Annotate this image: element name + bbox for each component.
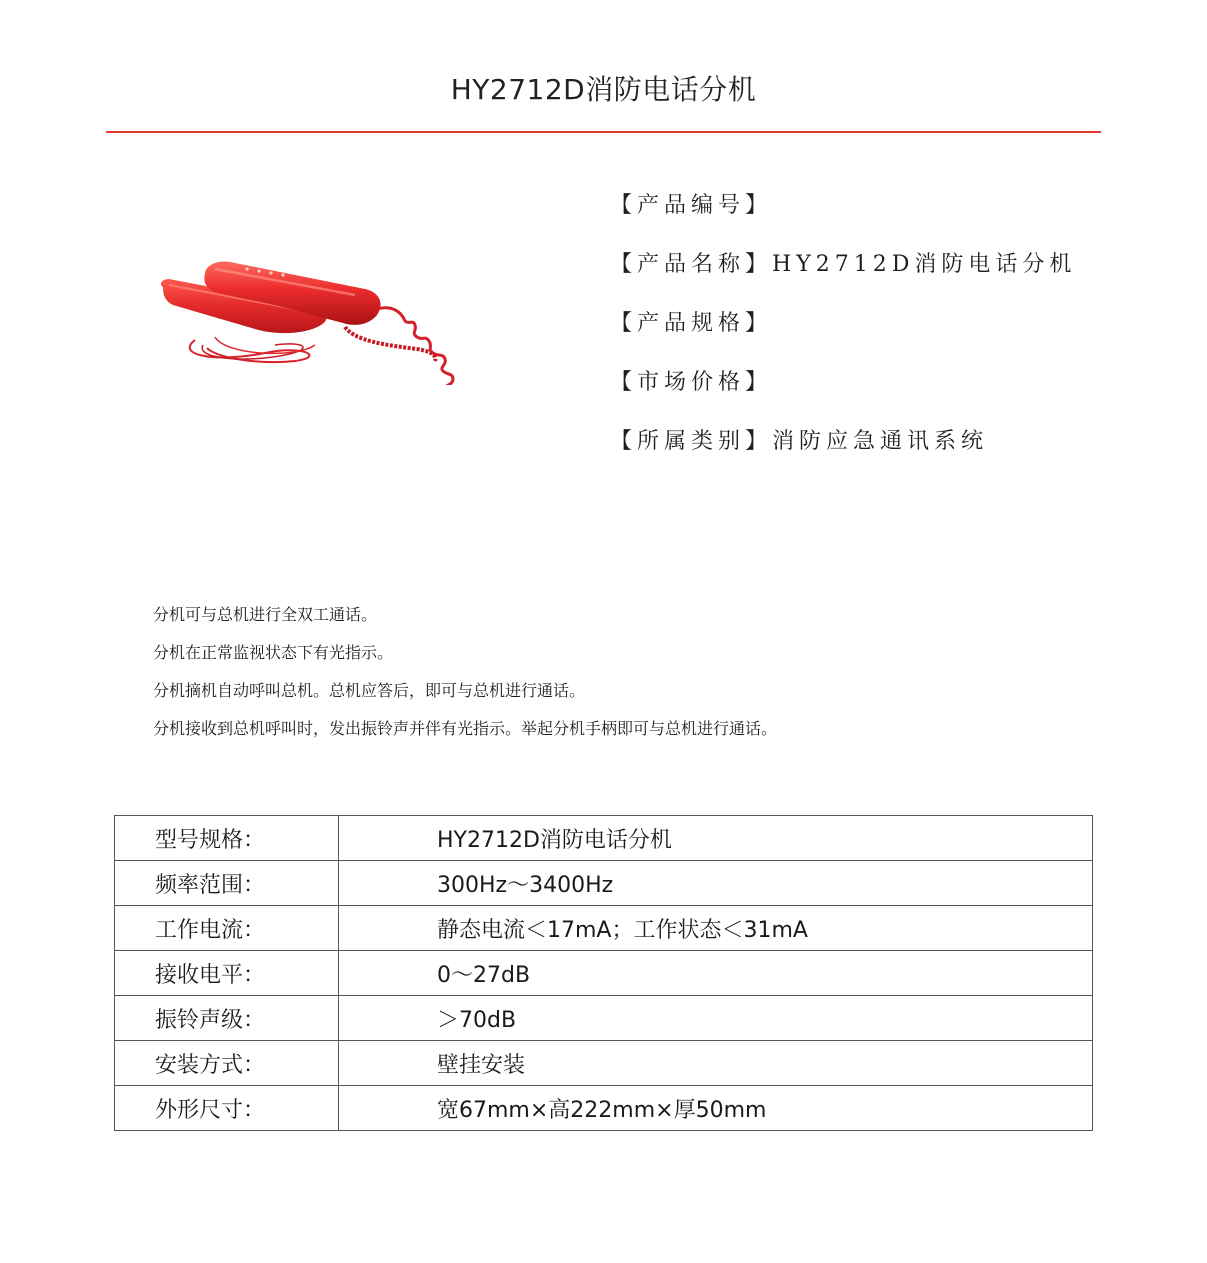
info-row-product-spec: [610, 306, 1170, 365]
spec-label: 型号规格：: [115, 816, 339, 861]
spec-value: 壁挂安装: [339, 1041, 1093, 1086]
title-divider: [106, 131, 1101, 133]
spec-label: 工作电流：: [115, 906, 339, 951]
info-row-category: [610, 424, 1170, 483]
spec-label: 安装方式：: [115, 1041, 339, 1086]
product-image: [155, 245, 455, 385]
info-label: 【产品规格】: [610, 311, 773, 336]
info-value: 消防应急通讯系统: [772, 429, 989, 454]
spec-value: 静态电流＜17mA；工作状态＜31mA: [339, 906, 1093, 951]
table-row: [115, 1041, 1093, 1086]
info-label: 【产品编号】: [610, 193, 773, 218]
spec-table: [114, 815, 1093, 1131]
description-line: 分机在正常监视状态下有光指示。: [153, 643, 394, 662]
spec-value: 300Hz～3400Hz: [339, 861, 1093, 906]
info-label: 【市场价格】: [610, 370, 773, 395]
table-row: [115, 861, 1093, 906]
spec-label: 接收电平：: [115, 951, 339, 996]
table-row: [115, 906, 1093, 951]
spec-value: ＞70dB: [339, 996, 1093, 1041]
description-line: 分机可与总机进行全双工通话。: [153, 605, 378, 624]
info-row-product-name: [610, 247, 1170, 306]
info-label: 【产品名称】: [610, 252, 773, 277]
page-title: HY2712D消防电话分机: [450, 73, 757, 106]
table-row: [115, 951, 1093, 996]
info-label: 【所属类别】: [610, 429, 773, 454]
table-row: [115, 816, 1093, 861]
spec-value: HY2712D消防电话分机: [339, 816, 1093, 861]
table-row: [115, 996, 1093, 1041]
product-info-list: [610, 188, 1170, 483]
table-row: [115, 1086, 1093, 1131]
info-row-product-number: [610, 188, 1170, 247]
spec-label: 振铃声级：: [115, 996, 339, 1041]
description-line: 分机摘机自动呼叫总机。总机应答后，即可与总机进行通话。: [153, 681, 586, 700]
info-value: HY2712D消防电话分机: [772, 252, 1077, 277]
product-description: [153, 602, 1113, 754]
description-line: 分机接收到总机呼叫时，发出振铃声并伴有光指示。举起分机手柄即可与总机进行通话。: [153, 719, 778, 738]
fire-telephone-handset-image: [155, 245, 455, 385]
spec-label: 外形尺寸：: [115, 1086, 339, 1131]
info-row-market-price: [610, 365, 1170, 424]
spec-value: 宽67mm×高222mm×厚50mm: [339, 1086, 1093, 1131]
spec-value: 0～27dB: [339, 951, 1093, 996]
spec-label: 频率范围：: [115, 861, 339, 906]
